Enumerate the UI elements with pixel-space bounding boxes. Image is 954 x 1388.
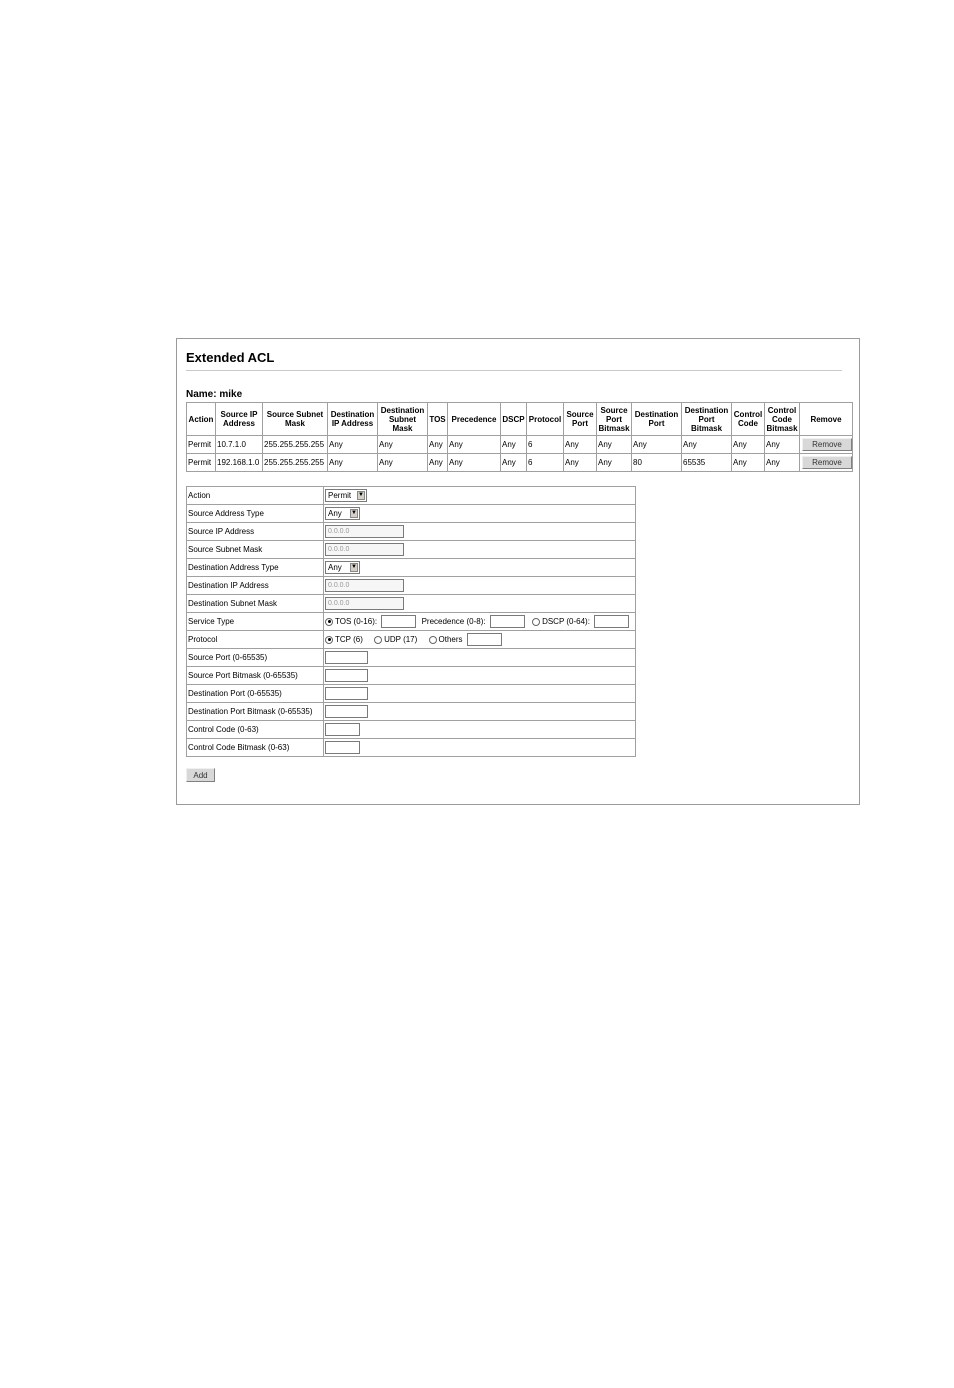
column-header: Control Code (732, 403, 765, 436)
destination-port-bitmask-label: Destination Port Bitmask (0-65535) (187, 703, 324, 721)
precedence-label: Precedence (0-8): (421, 617, 486, 626)
table-cell: Any (564, 454, 597, 472)
extended-acl-panel (176, 338, 860, 805)
table-cell: Any (597, 436, 632, 454)
destination-ip-label: Destination IP Address (187, 577, 324, 595)
tcp-radio[interactable] (325, 636, 333, 644)
dscp-label: DSCP (0-64): (542, 617, 590, 626)
service-type-label: Service Type (187, 613, 324, 631)
form-row-source-port-bitmask (187, 667, 636, 685)
table-cell: Permit (187, 454, 216, 472)
source-subnet-mask-input[interactable]: 0.0.0.0 (325, 543, 404, 556)
form-row-control-code-bitmask (187, 739, 636, 757)
source-address-type-label: Source Address Type (187, 505, 324, 523)
table-cell: Any (448, 454, 501, 472)
column-header: Source Port Bitmask (597, 403, 632, 436)
source-subnet-mask-label: Source Subnet Mask (187, 541, 324, 559)
form-row-destination-mask (187, 595, 636, 613)
others-label: Others (438, 635, 463, 644)
acl-name: Name: mike (186, 389, 243, 400)
column-header: Destination Port (632, 403, 682, 436)
others-radio[interactable] (429, 636, 437, 644)
protocol-others-input[interactable] (467, 633, 502, 646)
form-row-source-port (187, 649, 636, 667)
column-header: Destination Subnet Mask (378, 403, 428, 436)
table-cell: 255.255.255.255 (263, 454, 328, 472)
table-cell: 80 (632, 454, 682, 472)
table-cell: 255.255.255.255 (263, 436, 328, 454)
table-cell: Any (765, 454, 800, 472)
form-row-action (187, 487, 636, 505)
column-header: Source Port (564, 403, 597, 436)
form-row-source-mask (187, 541, 636, 559)
table-cell: Any (428, 454, 448, 472)
table-cell: Any (328, 454, 378, 472)
table-row (187, 436, 853, 454)
column-header: Precedence (448, 403, 501, 436)
dropdown-arrow-icon: ▼ (351, 510, 357, 516)
destination-subnet-mask-input[interactable]: 0.0.0.0 (325, 597, 404, 610)
source-ip-input[interactable]: 0.0.0.0 (325, 525, 404, 538)
control-code-label: Control Code (0-63) (187, 721, 324, 739)
destination-port-bitmask-input[interactable] (325, 705, 368, 718)
add-button[interactable]: Add (186, 768, 215, 782)
destination-port-label: Destination Port (0-65535) (187, 685, 324, 703)
source-port-bitmask-input[interactable] (325, 669, 368, 682)
destination-address-type-label: Destination Address Type (187, 559, 324, 577)
column-header: TOS (428, 403, 448, 436)
table-cell: Any (378, 454, 428, 472)
title-divider (186, 370, 842, 371)
source-address-type-select[interactable]: Any ▼ (325, 507, 360, 520)
control-code-bitmask-input[interactable] (325, 741, 360, 754)
table-body (187, 436, 853, 472)
form-row-destination-address-type (187, 559, 636, 577)
dscp-input[interactable] (594, 615, 629, 628)
tos-label: TOS (0-16): (335, 617, 378, 626)
remove-cell (800, 454, 853, 472)
source-ip-label: Source IP Address (187, 523, 324, 541)
destination-address-type-select[interactable]: Any ▼ (325, 561, 360, 574)
column-header: Protocol (527, 403, 564, 436)
table-cell: 192.168.1.0 (216, 454, 263, 472)
table-row (187, 454, 853, 472)
table-cell: Any (448, 436, 501, 454)
acl-rules-table (186, 402, 853, 472)
table-cell: Any (765, 436, 800, 454)
column-header: Source IP Address (216, 403, 263, 436)
acl-entry-form (186, 486, 636, 757)
table-cell: Any (428, 436, 448, 454)
remove-cell (800, 436, 853, 454)
column-header: Source Subnet Mask (263, 403, 328, 436)
table-cell: Any (501, 454, 527, 472)
destination-subnet-mask-label: Destination Subnet Mask (187, 595, 324, 613)
protocol-label: Protocol (187, 631, 324, 649)
udp-radio[interactable] (374, 636, 382, 644)
source-port-input[interactable] (325, 651, 368, 664)
control-code-input[interactable] (325, 723, 360, 736)
table-cell: Any (732, 454, 765, 472)
form-row-destination-port (187, 685, 636, 703)
dropdown-arrow-icon: ▼ (358, 492, 364, 498)
column-header: Control Code Bitmask (765, 403, 800, 436)
table-cell: Any (682, 436, 732, 454)
table-cell: 10.7.1.0 (216, 436, 263, 454)
table-cell: Permit (187, 436, 216, 454)
source-port-bitmask-label: Source Port Bitmask (0-65535) (187, 667, 324, 685)
control-code-bitmask-label: Control Code Bitmask (0-63) (187, 739, 324, 757)
column-header: Remove (800, 403, 853, 436)
table-cell: Any (328, 436, 378, 454)
tos-radio[interactable] (325, 618, 333, 626)
form-row-control-code (187, 721, 636, 739)
table-header-row (187, 403, 853, 436)
table-cell: Any (597, 454, 632, 472)
dscp-radio[interactable] (532, 618, 540, 626)
dropdown-arrow-icon: ▼ (351, 564, 357, 570)
destination-ip-input[interactable]: 0.0.0.0 (325, 579, 404, 592)
table-cell: Any (501, 436, 527, 454)
table-cell: Any (732, 436, 765, 454)
column-header: Destination IP Address (328, 403, 378, 436)
form-row-source-address-type (187, 505, 636, 523)
table-cell: 6 (527, 436, 564, 454)
remove-button[interactable]: Remove (802, 456, 852, 469)
destination-port-input[interactable] (325, 687, 368, 700)
tos-input[interactable] (381, 615, 416, 628)
action-select[interactable]: Permit ▼ (325, 489, 367, 502)
table-cell: Any (632, 436, 682, 454)
remove-button[interactable]: Remove (802, 438, 852, 451)
action-label: Action (187, 487, 324, 505)
udp-label: UDP (17) (384, 635, 418, 644)
table-cell: Any (378, 436, 428, 454)
page-title: Extended ACL (186, 350, 275, 365)
column-header: Destination Port Bitmask (682, 403, 732, 436)
source-port-label: Source Port (0-65535) (187, 649, 324, 667)
table-cell: 65535 (682, 454, 732, 472)
tcp-label: TCP (6) (335, 635, 363, 644)
form-row-destination-ip (187, 577, 636, 595)
form-row-source-ip (187, 523, 636, 541)
form-row-protocol (187, 631, 636, 649)
table-cell: Any (564, 436, 597, 454)
column-header: Action (187, 403, 216, 436)
table-cell: 6 (527, 454, 564, 472)
form-row-destination-port-bitmask (187, 703, 636, 721)
form-row-service-type (187, 613, 636, 631)
precedence-input[interactable] (490, 615, 525, 628)
column-header: DSCP (501, 403, 527, 436)
